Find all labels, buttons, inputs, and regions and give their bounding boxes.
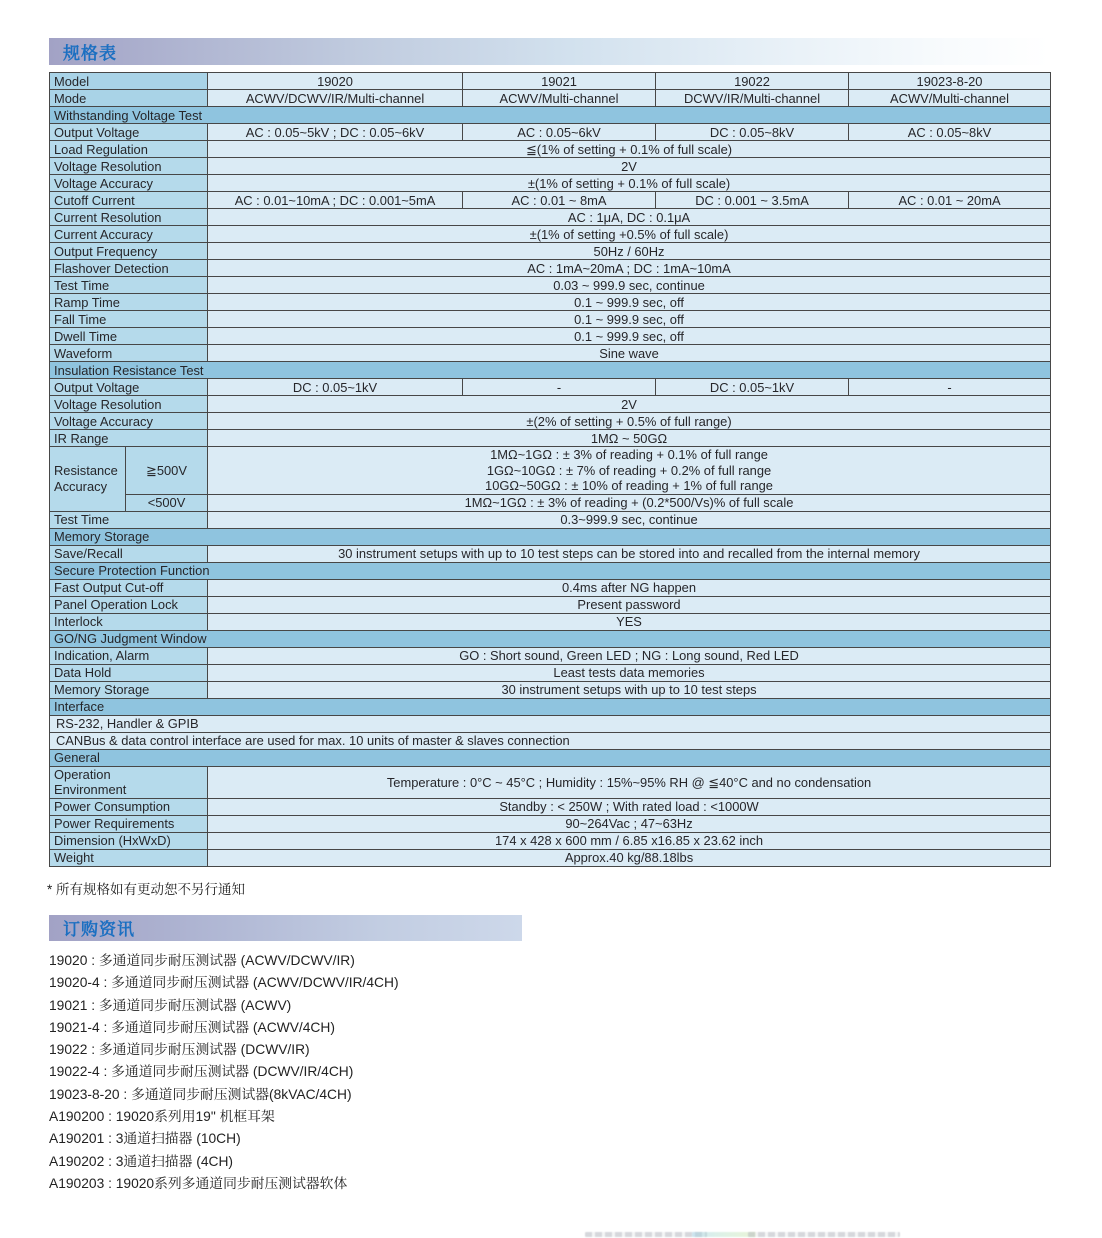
cropped-footer-logo	[692, 1232, 756, 1237]
table-row	[50, 664, 1051, 681]
order-list-item: 19023-8-20 : 多通道同步耐压测试器(8kVAC/4CH)	[49, 1086, 352, 1102]
spec-cell: DCWV/IR/Multi-channel	[656, 90, 849, 107]
table-row	[50, 613, 1051, 630]
table-row	[50, 294, 1051, 311]
table-row	[50, 715, 1051, 732]
table-row	[50, 494, 1051, 511]
table-row	[50, 815, 1051, 832]
row-label: Memory Storage	[50, 681, 208, 698]
row-label: Dwell Time	[50, 328, 208, 345]
spec-cell: 0.1 ~ 999.9 sec, off	[208, 328, 1051, 345]
table-row	[50, 107, 1051, 124]
spec-cell: RS-232, Handler & GPIB	[50, 715, 1051, 732]
spec-cell: DC : 0.001 ~ 3.5mA	[656, 192, 849, 209]
spec-cell: AC : 0.01~10mA ; DC : 0.001~5mA	[208, 192, 463, 209]
table-row	[50, 243, 1051, 260]
row-label	[50, 766, 208, 798]
spec-cell: CANBus & data control interface are used for max. 10 units of master & slaves connection	[50, 732, 1051, 749]
row-label: Dimension (HxWxD)	[50, 832, 208, 849]
row-label: IR Range	[50, 430, 208, 447]
table-row	[50, 596, 1051, 613]
spec-cell: 2V	[208, 396, 1051, 413]
order-list-item: 19020 : 多通道同步耐压测试器 (ACWV/DCWV/IR)	[49, 952, 355, 968]
spec-cell: ±(2% of setting + 0.5% of full range)	[208, 413, 1051, 430]
row-label: Current Accuracy	[50, 226, 208, 243]
row-label	[50, 447, 126, 512]
datasheet-page	[0, 38, 1102, 1238]
row-label: Cutoff Current	[50, 192, 208, 209]
spec-cell: DC : 0.05~8kV	[656, 124, 849, 141]
table-row	[50, 328, 1051, 345]
spec-cell: 1MΩ ~ 50GΩ	[208, 430, 1051, 447]
spec-cell: -	[463, 379, 656, 396]
order-list	[49, 950, 1102, 1195]
spec-cell: Least tests data memories	[208, 664, 1051, 681]
table-row	[50, 798, 1051, 815]
spec-cell: 0.4ms after NG happen	[208, 579, 1051, 596]
spec-section-header	[49, 38, 1050, 65]
order-list-item: 19020-4 : 多通道同步耐压测试器 (ACWV/DCWV/IR/4CH)	[49, 975, 399, 991]
order-list-item: A190202 : 3通道扫描器 (4CH)	[49, 1153, 234, 1169]
table-row	[50, 226, 1051, 243]
spec-cell: AC : 0.01 ~ 20mA	[849, 192, 1051, 209]
spec-cell: Present password	[208, 596, 1051, 613]
section-header-cell: Memory Storage	[50, 528, 1051, 545]
table-row	[50, 73, 1051, 90]
row-label: Data Hold	[50, 664, 208, 681]
table-row	[50, 630, 1051, 647]
table-row	[50, 311, 1051, 328]
table-row	[50, 749, 1051, 766]
spec-cell: 2V	[208, 158, 1051, 175]
spec-cell: 0.1 ~ 999.9 sec, off	[208, 311, 1051, 328]
spec-cell: Standby : < 250W ; With rated load : <1000W	[208, 798, 1051, 815]
spec-cell: AC : 1μA, DC : 0.1μA	[208, 209, 1051, 226]
row-label: Current Resolution	[50, 209, 208, 226]
spec-line: 1GΩ~10GΩ : ± 7% of reading + 0.2% of full range	[486, 462, 772, 478]
spec-table	[49, 72, 1051, 867]
spec-cell: AC : 0.05~5kV ; DC : 0.05~6kV	[208, 124, 463, 141]
row-label: Output Voltage	[50, 124, 208, 141]
spec-cell: AC : 0.01 ~ 8mA	[463, 192, 656, 209]
cropped-footer-text	[585, 1232, 707, 1237]
order-list-item: 19021-4 : 多通道同步耐压测试器 (ACWV/4CH)	[49, 1019, 335, 1035]
spec-cell: ACWV/Multi-channel	[849, 90, 1051, 107]
table-row	[50, 832, 1051, 849]
table-row	[50, 277, 1051, 294]
row-label: Mode	[50, 90, 208, 107]
table-row	[50, 90, 1051, 107]
spec-cell: 90~264Vac ; 47~63Hz	[208, 815, 1051, 832]
spec-cell: 0.3~999.9 sec, continue	[208, 511, 1051, 528]
order-section-title: 订购资讯	[63, 920, 135, 940]
row-label: Ramp Time	[50, 294, 208, 311]
spec-footnote: * 所有规格如有更动恕不另行通知	[47, 881, 246, 897]
cropped-footer-text	[748, 1232, 900, 1237]
row-label: Voltage Accuracy	[50, 413, 208, 430]
spec-cell: ±(1% of setting + 0.1% of full scale)	[208, 175, 1051, 192]
order-list-item: 19022 : 多通道同步耐压测试器 (DCWV/IR)	[49, 1042, 310, 1058]
table-row	[50, 396, 1051, 413]
table-row	[50, 209, 1051, 226]
spec-cell: Sine wave	[208, 345, 1051, 362]
spec-cell: 30 instrument setups with up to 10 test steps	[208, 681, 1051, 698]
spec-cell: 19022	[656, 73, 849, 90]
spec-cell: 19021	[463, 73, 656, 90]
label-line: Operation	[54, 766, 111, 782]
order-section-header	[49, 915, 522, 941]
row-label: Voltage Accuracy	[50, 175, 208, 192]
row-label: Panel Operation Lock	[50, 596, 208, 613]
table-row	[50, 681, 1051, 698]
spec-cell	[208, 447, 1051, 495]
order-list-item: A190203 : 19020系列多通道同步耐压测试器软体	[49, 1175, 348, 1191]
table-row	[50, 562, 1051, 579]
row-label: Load Regulation	[50, 141, 208, 158]
spec-table-body	[50, 73, 1051, 867]
section-header-cell: Withstanding Voltage Test	[50, 107, 1051, 124]
row-label: Waveform	[50, 345, 208, 362]
section-header-cell: GO/NG Judgment Window	[50, 630, 1051, 647]
table-row	[50, 192, 1051, 209]
row-label: Flashover Detection	[50, 260, 208, 277]
order-list-item: A190201 : 3通道扫描器 (10CH)	[49, 1131, 241, 1147]
spec-cell: ACWV/DCWV/IR/Multi-channel	[208, 90, 463, 107]
spec-cell: 30 instrument setups with up to 10 test steps can be stored into and recalled from the internal memory	[208, 545, 1051, 562]
spec-line: 10GΩ~50GΩ : ± 10% of reading + 1% of full range	[485, 478, 773, 494]
section-header-cell: General	[50, 749, 1051, 766]
spec-cell: 19020	[208, 73, 463, 90]
spec-cell: 1MΩ~1GΩ : ± 3% of reading + (0.2*500/Vs)% of full scale	[208, 494, 1051, 511]
label-line: Accuracy	[54, 478, 108, 494]
table-row	[50, 545, 1051, 562]
row-label: Output Voltage	[50, 379, 208, 396]
order-list-item: 19022-4 : 多通道同步耐压测试器 (DCWV/IR/4CH)	[49, 1064, 354, 1080]
table-row	[50, 849, 1051, 866]
table-row	[50, 413, 1051, 430]
table-row	[50, 362, 1051, 379]
spec-cell: ≦(1% of setting + 0.1% of full scale)	[208, 141, 1051, 158]
row-label: Power Consumption	[50, 798, 208, 815]
spec-cell: Temperature : 0°C ~ 45°C ; Humidity : 15%~95% RH @ ≦40°C and no condensation	[208, 766, 1051, 798]
spec-cell: DC : 0.05~1kV	[208, 379, 463, 396]
table-row	[50, 528, 1051, 545]
row-sublabel: <500V	[126, 494, 208, 511]
row-label: Save/Recall	[50, 545, 208, 562]
spec-cell: 0.1 ~ 999.9 sec, off	[208, 294, 1051, 311]
spec-cell: AC : 0.05~6kV	[463, 124, 656, 141]
table-row	[50, 732, 1051, 749]
row-label: Test Time	[50, 277, 208, 294]
spec-cell: 0.03 ~ 999.9 sec, continue	[208, 277, 1051, 294]
spec-cell: AC : 0.05~8kV	[849, 124, 1051, 141]
table-row	[50, 124, 1051, 141]
spec-cell: ±(1% of setting +0.5% of full scale)	[208, 226, 1051, 243]
row-label: Voltage Resolution	[50, 396, 208, 413]
spec-cell: -	[849, 379, 1051, 396]
spec-cell: GO : Short sound, Green LED ; NG : Long sound, Red LED	[208, 647, 1051, 664]
spec-cell: 174 x 428 x 600 mm / 6.85 x16.85 x 23.62 inch	[208, 832, 1051, 849]
table-row	[50, 698, 1051, 715]
row-label: Weight	[50, 849, 208, 866]
table-row	[50, 430, 1051, 447]
row-label: Voltage Resolution	[50, 158, 208, 175]
table-row	[50, 511, 1051, 528]
spec-line: 1MΩ~1GΩ : ± 3% of reading + 0.1% of full range	[490, 447, 768, 462]
table-row	[50, 766, 1051, 798]
spec-cell: AC : 1mA~20mA ; DC : 1mA~10mA	[208, 260, 1051, 277]
row-label: Fast Output Cut-off	[50, 579, 208, 596]
spec-cell: Approx.40 kg/88.18lbs	[208, 849, 1051, 866]
spec-cell: ACWV/Multi-channel	[463, 90, 656, 107]
table-row	[50, 579, 1051, 596]
table-row	[50, 447, 1051, 495]
row-label: Power Requirements	[50, 815, 208, 832]
table-row	[50, 379, 1051, 396]
spec-cell: 50Hz / 60Hz	[208, 243, 1051, 260]
row-label: Output Frequency	[50, 243, 208, 260]
section-header-cell: Insulation Resistance Test	[50, 362, 1051, 379]
spec-cell: YES	[208, 613, 1051, 630]
table-row	[50, 647, 1051, 664]
spec-section-title: 规格表	[63, 44, 117, 63]
section-header-cell: Interface	[50, 698, 1051, 715]
section-header-cell: Secure Protection Function	[50, 562, 1051, 579]
row-label: Indication, Alarm	[50, 647, 208, 664]
row-label: Model	[50, 73, 208, 90]
order-list-item: A190200 : 19020系列用19" 机框耳架	[49, 1109, 275, 1125]
table-row	[50, 260, 1051, 277]
spec-cell: 19023-8-20	[849, 73, 1051, 90]
table-row	[50, 345, 1051, 362]
order-list-item: 19021 : 多通道同步耐压测试器 (ACWV)	[49, 997, 292, 1013]
row-sublabel: ≧500V	[126, 447, 208, 495]
spec-cell: DC : 0.05~1kV	[656, 379, 849, 396]
table-row	[50, 141, 1051, 158]
row-label: Interlock	[50, 613, 208, 630]
table-row	[50, 158, 1051, 175]
table-row	[50, 175, 1051, 192]
row-label: Fall Time	[50, 311, 208, 328]
row-label: Test Time	[50, 511, 208, 528]
label-line: Environment	[54, 782, 127, 798]
label-line: Resistance	[54, 463, 118, 479]
